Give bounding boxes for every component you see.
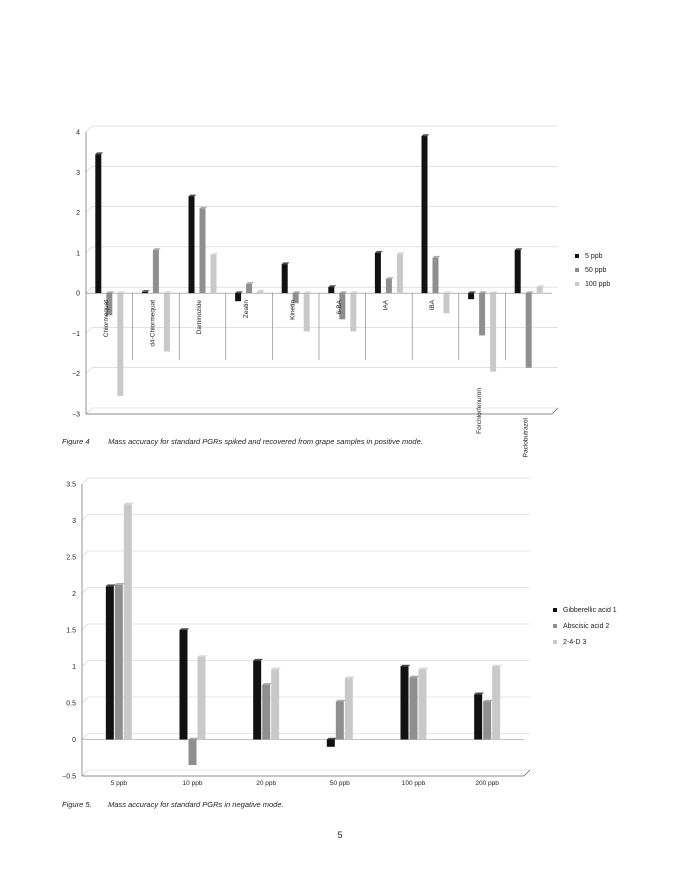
bar-top xyxy=(271,668,281,670)
y-tick-label: 0 xyxy=(76,290,80,298)
bar xyxy=(492,667,500,740)
legend-label: 2-4-D 3 xyxy=(563,639,587,646)
bar xyxy=(401,667,409,740)
category-label: IAA xyxy=(382,300,390,311)
bar-top xyxy=(262,683,272,685)
bar xyxy=(271,669,279,739)
bar xyxy=(336,702,344,740)
figure-4-caption-text: Mass accuracy for standard PGRs spiked and recovered from grape samples in positive mode. xyxy=(108,437,423,446)
category-label: Forchlorfenuron xyxy=(475,388,483,434)
bar-top xyxy=(474,692,484,694)
bar xyxy=(124,504,132,739)
y-tick-label: 4 xyxy=(76,129,80,137)
legend-swatch xyxy=(553,640,557,644)
bar-top xyxy=(336,700,346,702)
bar-top xyxy=(410,676,420,678)
bar xyxy=(419,669,427,739)
bar xyxy=(262,685,270,740)
gridline-edge xyxy=(82,734,88,740)
y-tick-label: 2.5 xyxy=(66,554,76,562)
bar xyxy=(345,678,353,739)
category-label: 6-BA xyxy=(336,300,343,315)
figure-5-caption-text: Mass accuracy for standard PGRs in negative mode. xyxy=(108,800,284,809)
bar-top xyxy=(401,665,411,667)
y-tick-label: 3.5 xyxy=(66,481,76,489)
bar-top xyxy=(345,676,355,678)
gridline-edge xyxy=(82,588,88,594)
bar xyxy=(410,677,418,739)
category-label: 50 ppb xyxy=(329,780,350,787)
y-tick-label: 2 xyxy=(72,591,76,598)
page-number: 5 xyxy=(337,830,343,840)
category-label: Kinetin xyxy=(289,300,297,320)
category-label: 20 ppb xyxy=(256,780,277,787)
category-label: 5 ppb xyxy=(110,780,127,787)
category-label: 100 ppb xyxy=(401,780,426,787)
bar xyxy=(483,702,491,740)
gridline-edge xyxy=(82,478,88,484)
legend-label: 100 ppb xyxy=(585,281,611,288)
gridline-edge xyxy=(82,551,88,557)
legend-label: 5 ppb xyxy=(585,253,603,260)
bar-top xyxy=(492,665,502,667)
bar-top xyxy=(106,584,116,586)
bar xyxy=(189,740,197,766)
gridline-edge xyxy=(82,770,88,776)
gridline-edge xyxy=(82,515,88,521)
y-tick-label: 1.5 xyxy=(66,627,76,635)
y-tick-label: 3 xyxy=(76,169,80,177)
bar-top xyxy=(483,700,493,702)
category-label: d4-Chlormequat xyxy=(149,300,157,347)
bar xyxy=(180,630,188,740)
bar xyxy=(474,694,482,739)
bar-top xyxy=(115,583,125,585)
y-tick-label: 0 xyxy=(72,737,76,744)
bar xyxy=(198,657,206,739)
bar xyxy=(106,586,114,739)
y-tick-label: 2 xyxy=(76,210,80,218)
y-tick-label: −2 xyxy=(72,371,80,379)
legend-label: Gibberellic acid 1 xyxy=(563,607,617,614)
figure-5-caption-number: Figure 5. xyxy=(62,800,92,809)
gridline-edge xyxy=(82,661,88,667)
bar xyxy=(327,740,335,747)
bar xyxy=(115,585,123,740)
legend-label: Abscisic acid 2 xyxy=(563,623,610,630)
y-tick-label: 3 xyxy=(72,518,76,525)
y-tick-label: −1 xyxy=(72,330,80,338)
figure-4-caption-number: Figure 4 xyxy=(62,437,90,446)
category-label: 10 ppb xyxy=(182,780,203,787)
legend-swatch xyxy=(553,624,557,628)
category-label: Chlormequat xyxy=(103,300,110,338)
category-label: Daminozide xyxy=(196,300,204,335)
figure-4-caption xyxy=(62,437,423,446)
y-tick-label: −0.5 xyxy=(62,773,76,781)
gridline-edge xyxy=(82,624,88,630)
y-tick-label: 1 xyxy=(72,664,76,671)
legend-swatch xyxy=(553,608,557,612)
bar-top xyxy=(419,668,429,670)
gridline-edge xyxy=(82,697,88,703)
bar-top xyxy=(180,628,190,630)
legend-label: 50 ppb xyxy=(585,267,607,274)
y-tick-label: 0.5 xyxy=(66,700,76,708)
category-label: Zeatin xyxy=(242,300,250,319)
category-label: Paclobutrazol xyxy=(522,418,530,458)
bar-top xyxy=(124,503,134,505)
floor-side xyxy=(524,770,530,776)
bar xyxy=(253,661,261,740)
figure-5-caption xyxy=(62,800,284,809)
bar-top xyxy=(198,655,208,657)
y-tick-label: 1 xyxy=(76,250,80,258)
category-label: 200 ppb xyxy=(475,780,499,787)
category-label: IBA xyxy=(429,300,437,311)
y-tick-label: −3 xyxy=(72,411,80,419)
